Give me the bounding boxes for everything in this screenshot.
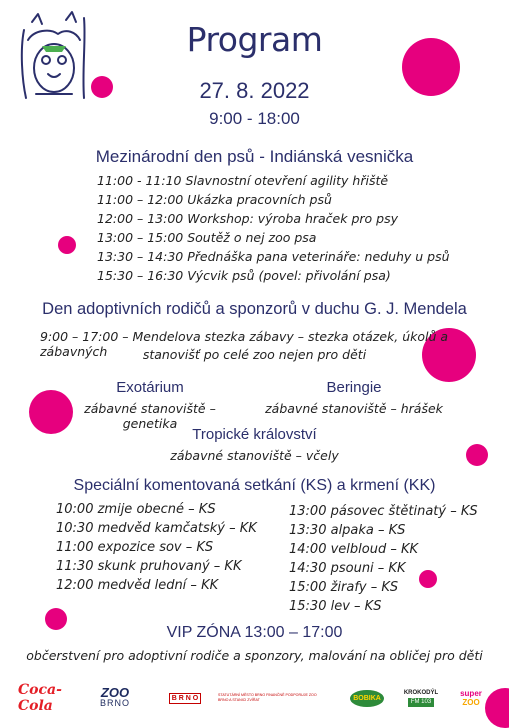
- coca-cola-logo: [18, 684, 74, 712]
- list-item: 13:00 pásovec štětinatý – KS: [289, 504, 478, 519]
- krokodyl-fm-logo: [401, 684, 441, 712]
- list-item: 11:00 expozice sov – KS: [56, 540, 214, 555]
- list-item: 14:00 velbloud – KK: [289, 542, 419, 557]
- schedule-item: 15:30 – 16:30 Výcvik psů (povel: přivolání psa): [97, 268, 391, 283]
- decor-dot-mid: [58, 236, 76, 254]
- section3-right-list: [289, 502, 478, 616]
- section1-heading: Mezinárodní den psů - Indiánská vesnička: [95, 147, 414, 166]
- bobika-logo-text: BOBIKA: [350, 690, 384, 707]
- section2-heading: Den adoptivních rodičů a sponzorů v duchu G. J. Mendela: [42, 300, 467, 318]
- exotarium-text: zábavné stanoviště – genetika: [84, 401, 216, 431]
- tropicke-heading: Tropické království: [192, 426, 317, 443]
- schedule-item: 11:00 - 11:10 Slavnostní otevření agility hřiště: [97, 173, 389, 188]
- vip-text: občerstvení pro adoptivní rodiče a sponzory, malování na obličej pro děti: [26, 648, 483, 663]
- coca-cola-logo-text: Coca-Cola: [18, 682, 62, 714]
- bobika-logo: [350, 684, 384, 712]
- list-item: 12:00 medvěd lední – KK: [56, 578, 219, 593]
- section3-heading: Speciální komentovaná setkání (KS) a krmení (KK): [73, 477, 436, 494]
- beringie-heading: Beringie: [326, 379, 382, 396]
- brno-logo-text: B R N O: [169, 693, 201, 704]
- list-item: 10:00 zmije obecné – KS: [56, 502, 216, 517]
- zoo-brno-logo-bottom: BRNO: [99, 698, 130, 708]
- list-item: 15:30 lev – KS: [289, 599, 382, 614]
- beringie-text: zábavné stanoviště – hrášek: [265, 401, 443, 416]
- fm-logo-text: FM 103: [408, 698, 434, 707]
- list-item: 11:30 skunk pruhovaný – KK: [56, 559, 242, 574]
- zoo-brno-logo: [92, 684, 138, 712]
- super-zoo-logo: [456, 684, 486, 712]
- list-item: 15:00 žirafy – KS: [289, 580, 399, 595]
- list-item: 10:30 medvěd kamčatský – KK: [56, 521, 257, 536]
- section1-schedule: [97, 171, 450, 285]
- super-zoo-logo-bottom: ZOO: [462, 698, 480, 707]
- section2-line2: stanovišť po celé zoo nejen pro děti: [142, 347, 367, 362]
- super-zoo-logo-top: super: [460, 689, 482, 698]
- brno-logo: [160, 684, 210, 712]
- page-title: Program: [186, 20, 323, 59]
- schedule-item: 12:00 – 13:00 Workshop: výroba hraček pro psy: [97, 211, 398, 226]
- schedule-item: 11:00 – 12:00 Ukázka pracovních psů: [97, 192, 332, 207]
- zoo-brno-logo-top: ZOO: [100, 685, 130, 700]
- list-item: 14:30 psouni – KK: [289, 561, 406, 576]
- schedule-item: 13:00 – 15:00 Soutěž o nej zoo psa: [97, 230, 317, 245]
- event-date: 27. 8. 2022: [199, 78, 310, 103]
- krokodyl-logo-text: KROKODÝL: [403, 690, 439, 696]
- brno-support-note: [218, 684, 322, 712]
- brno-support-note-text: STATUTÁRNÍ MĚSTO BRNO FINANČNĚ PODPORUJE ZOO BRNO A STANICI ZVÍŘAT: [218, 693, 317, 702]
- schedule-item: 13:30 – 14:30 Přednáška pana veterináře: neduhy u psů: [97, 249, 450, 264]
- decor-dot-corner: [485, 688, 509, 728]
- event-time: 9:00 - 18:00: [209, 109, 300, 128]
- exotarium-heading: Exotárium: [116, 379, 184, 396]
- vip-heading: VIP ZÓNA 13:00 – 17:00: [166, 624, 343, 641]
- tropicke-text: zábavné stanoviště – včely: [170, 448, 339, 463]
- list-item: 13:30 alpaka – KS: [289, 523, 406, 538]
- section3-left-list: [56, 500, 257, 595]
- section2-line1: 9:00 – 17:00 – Mendelova stezka zábavy – stezka otázek, úkolů a zábavných: [40, 329, 449, 359]
